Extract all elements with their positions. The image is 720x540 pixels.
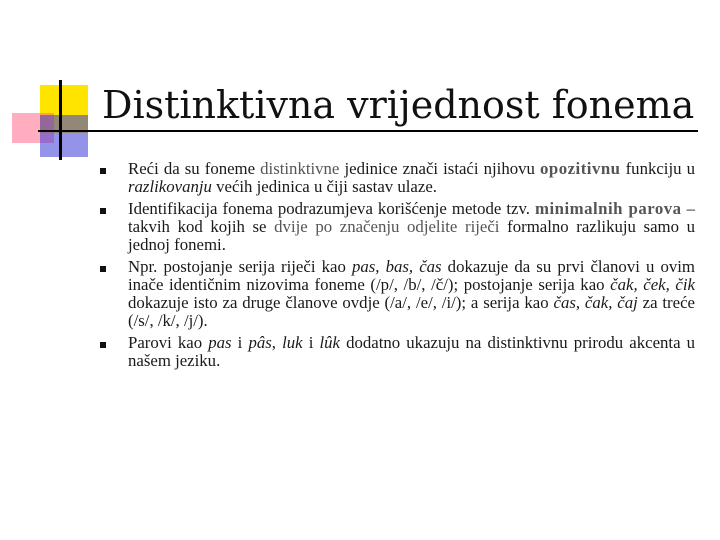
square-bullet-icon [100,342,106,348]
list-item [100,334,695,370]
list-item [100,200,695,254]
square-bullet-icon [100,208,106,214]
emphasis-dvije-po-znacenju: dvije po značenju odjelite riječi [274,217,500,236]
emphasis-minimalnih-parova: minimalnih parova [534,199,682,218]
emphasis-distinktivne: distinktivne [260,159,340,178]
slide-title: Distinktivna vrijednost fonema [102,83,695,127]
bullet-text: Npr. postojanje serija riječi kao pas, bas, čas dokazuje da su prvi članovi u ovim inače identičnim nizovima foneme (/p/, /b/, /č/); postojanje serija kao čak, ček, čik dokazuje isto za druge članove ovdje (/a/, /e/, /i/); a serija kao čas, čak, čaj za treće (/s/, /k/, /j/). [128,257,695,330]
list-item [100,258,695,330]
example-pas-bas-cas: pas, bas, čas [351,257,442,276]
bullet-text: Reći da su foneme distinktivne jedinice znači istaći njihovu opozitivnu funkciju u razlikovanju većih jedinica u čiji sastav ulaze. [128,159,695,196]
square-bullet-icon [100,168,106,174]
title-underline [38,130,698,132]
example-cas-cak-caj: čas, čak, čaj [553,293,638,312]
list-item [100,160,695,196]
bullet-list [100,160,695,370]
bullet-text: Parovi kao pas i pâs, luk i lûk dodatno ukazuju na distinktivnu prirodu akcenta u našem jeziku. [128,333,696,370]
example-cak-cek-cik: čak, ček, čik [610,275,695,294]
square-bullet-icon [100,266,106,272]
bullet-text: Identifikacija fonema podrazumjeva korišćenje metode tzv. minimalnih parova – takvih kod kojih se dvije po značenju odjelite riječi formalno razlikuju samo u jednoj fonemi. [128,199,696,254]
decor-blue-square [40,115,88,157]
emphasis-opozitivnu: opozitivnu [539,159,621,178]
decor-vertical-line [59,80,62,160]
emphasis-razlikovanju: razlikovanju [128,177,212,196]
